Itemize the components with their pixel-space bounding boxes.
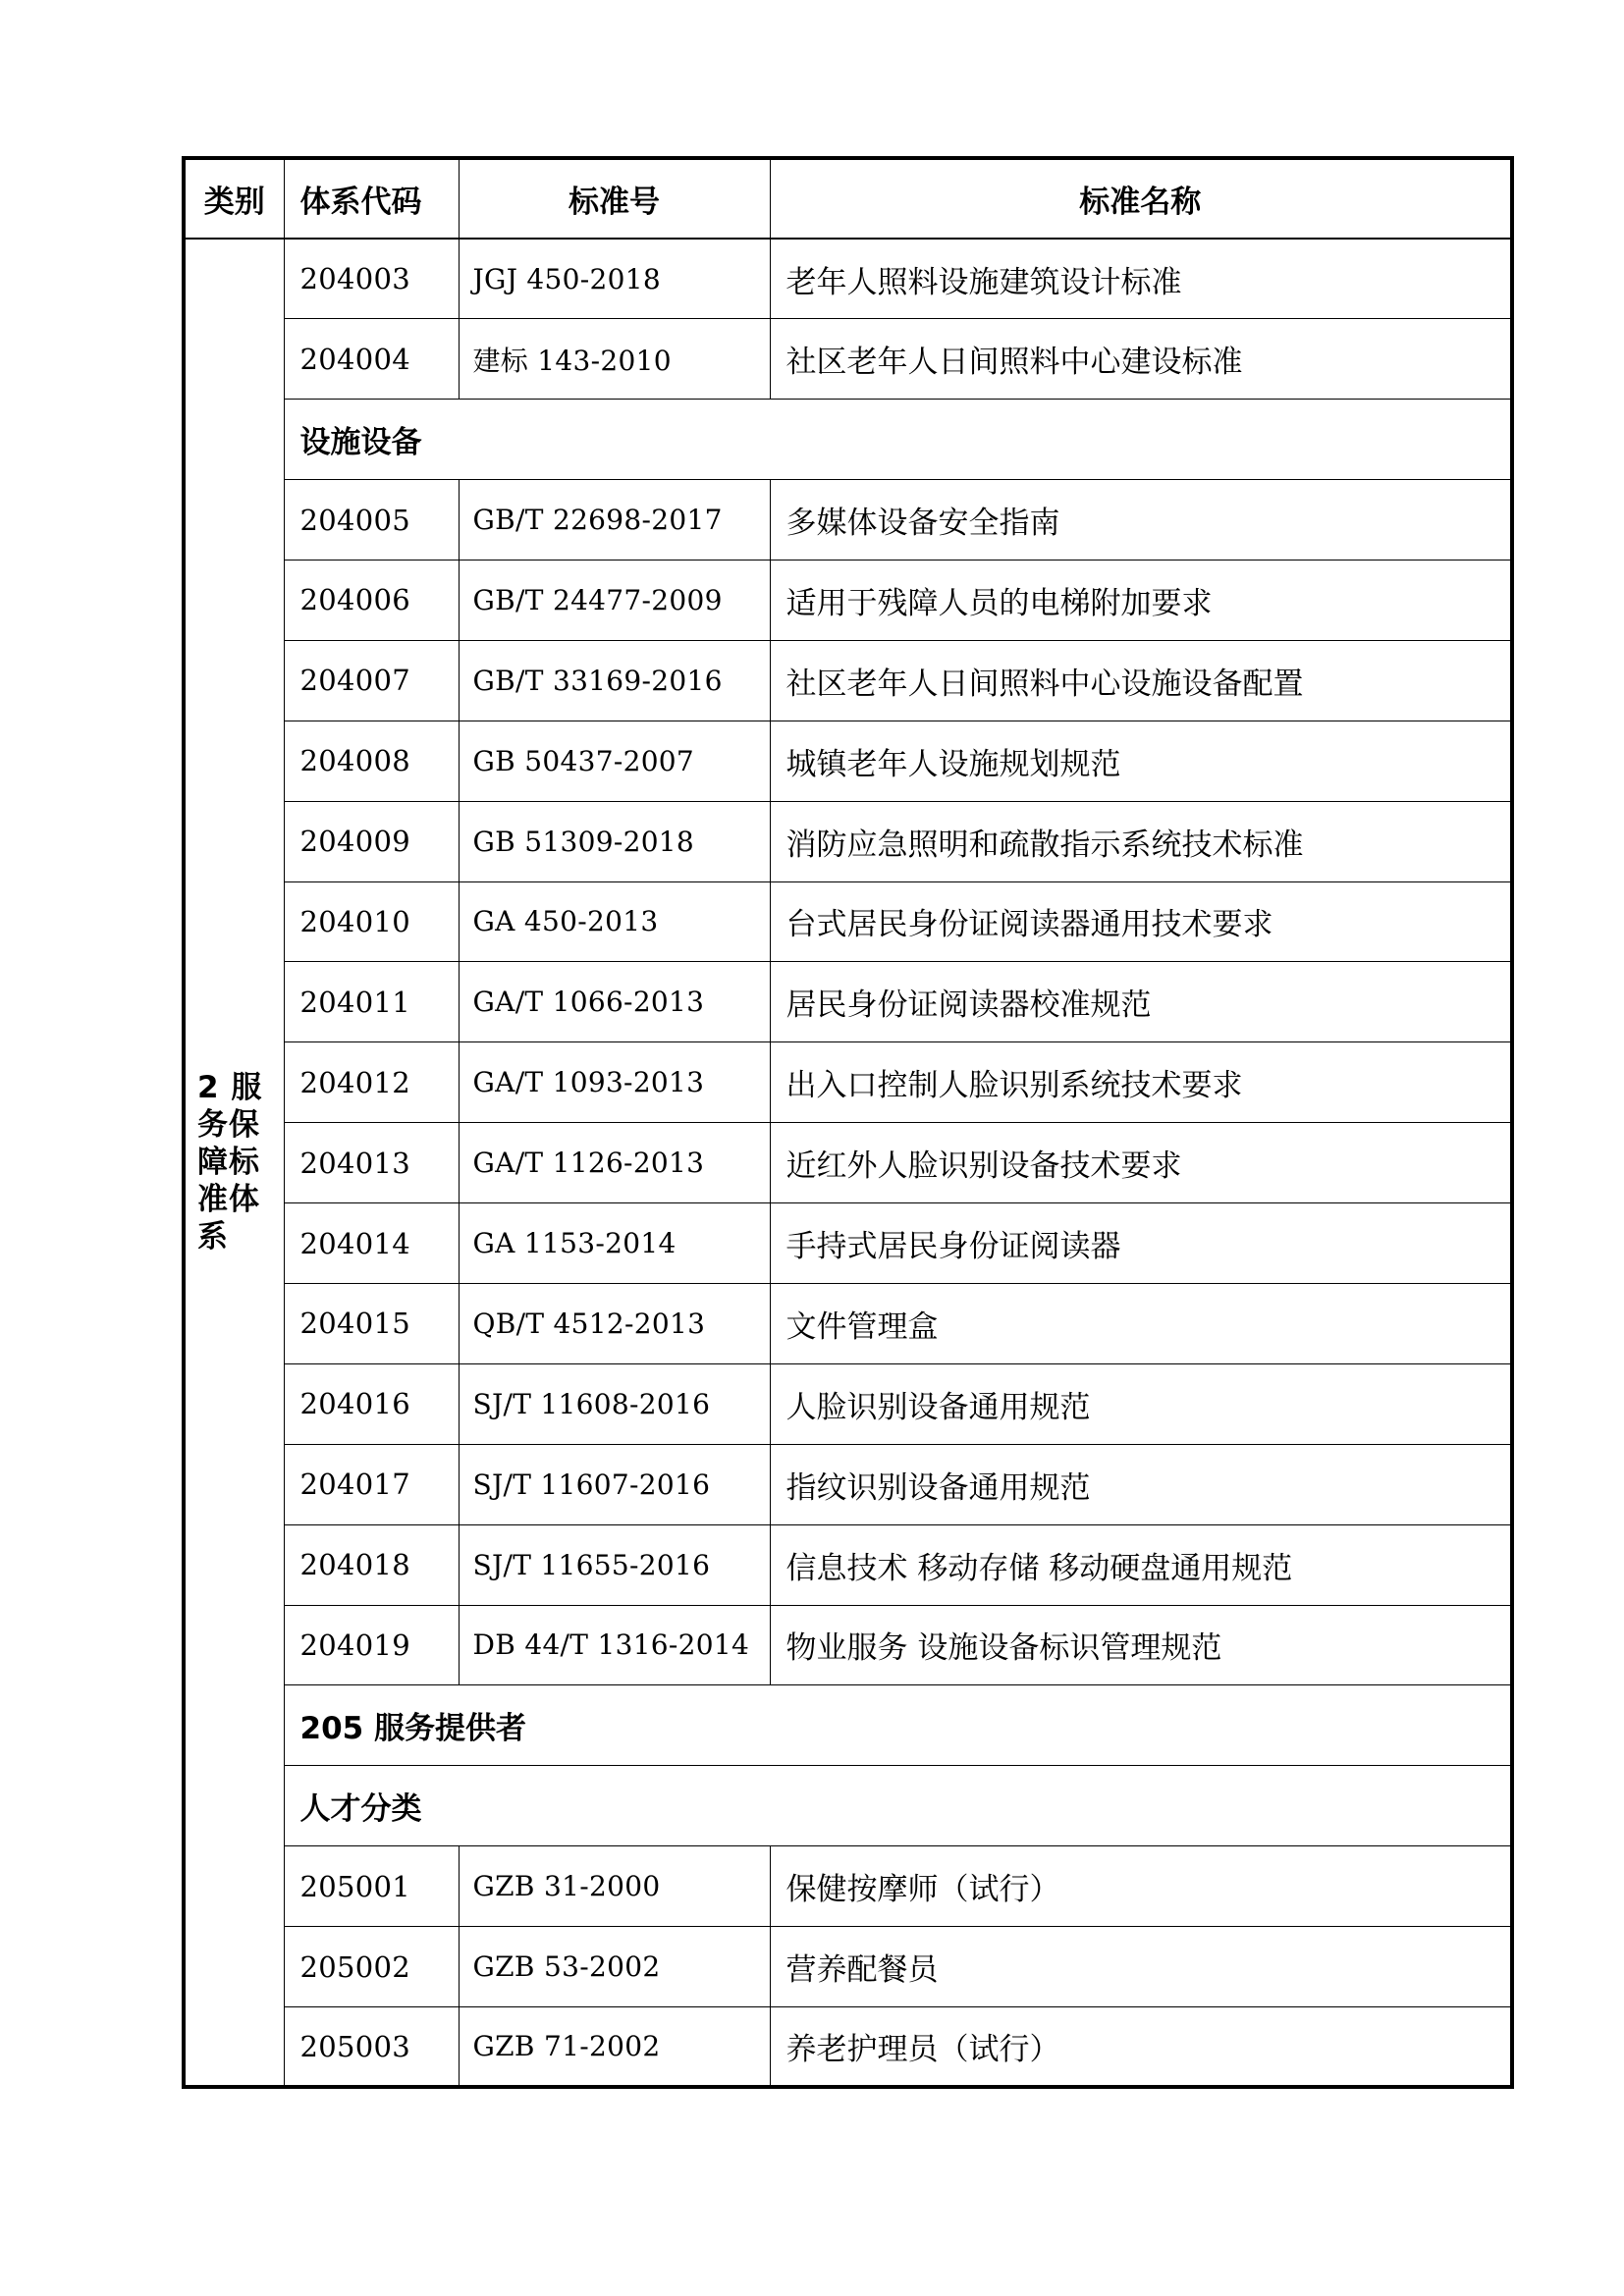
system-code-cell: 204005 <box>284 480 459 561</box>
system-code-cell: 204011 <box>284 962 459 1042</box>
table-row <box>184 640 1512 721</box>
system-code-cell: 204010 <box>284 881 459 962</box>
standard-name-cell: 指纹识别设备通用规范 <box>770 1444 1512 1524</box>
table-row <box>184 1444 1512 1524</box>
standard-no-cell: GB/T 33169-2016 <box>459 640 770 721</box>
standard-name-cell: 台式居民身份证阅读器通用技术要求 <box>770 881 1512 962</box>
table-row <box>184 1363 1512 1444</box>
table-row <box>184 1042 1512 1123</box>
standard-no-cell: QB/T 4512-2013 <box>459 1283 770 1363</box>
standard-no-cell: SJ/T 11655-2016 <box>459 1524 770 1605</box>
section-title: 人才分类 <box>284 1766 1512 1846</box>
standard-no-cell: GA/T 1093-2013 <box>459 1042 770 1123</box>
standard-name-cell: 居民身份证阅读器校准规范 <box>770 962 1512 1042</box>
standard-no-cell: GB/T 24477-2009 <box>459 560 770 640</box>
standard-name-cell: 多媒体设备安全指南 <box>770 480 1512 561</box>
section-row <box>184 1766 1512 1846</box>
standard-no-cell: SJ/T 11608-2016 <box>459 1363 770 1444</box>
table-row <box>184 1123 1512 1203</box>
table-row <box>184 2006 1512 2087</box>
standard-no-cell: DB 44/T 1316-2014 <box>459 1605 770 1685</box>
standard-no-cell: GB/T 22698-2017 <box>459 480 770 561</box>
standard-name-cell: 信息技术 移动存储 移动硬盘通用规范 <box>770 1524 1512 1605</box>
header-standard-no: 标准号 <box>459 158 770 239</box>
table-header-row <box>184 158 1512 239</box>
standard-name-cell: 消防应急照明和疏散指示系统技术标准 <box>770 801 1512 881</box>
standard-no-cell: GB 51309-2018 <box>459 801 770 881</box>
system-code-cell: 204012 <box>284 1042 459 1123</box>
system-code-cell: 204006 <box>284 560 459 640</box>
table-row <box>184 881 1512 962</box>
system-code-cell: 204014 <box>284 1203 459 1284</box>
standard-name-cell: 手持式居民身份证阅读器 <box>770 1203 1512 1284</box>
standard-no-cell: GZB 31-2000 <box>459 1846 770 1927</box>
standard-no-cell: 建标 143-2010 <box>459 319 770 400</box>
standard-name-cell: 城镇老年人设施规划规范 <box>770 721 1512 801</box>
system-code-cell: 204009 <box>284 801 459 881</box>
section-row <box>184 400 1512 480</box>
header-code: 体系代码 <box>284 158 459 239</box>
system-code-cell: 204019 <box>284 1605 459 1685</box>
table-row <box>184 560 1512 640</box>
system-code-cell: 204018 <box>284 1524 459 1605</box>
table-row <box>184 480 1512 561</box>
header-standard-name: 标准名称 <box>770 158 1512 239</box>
standard-name-cell: 老年人照料设施建筑设计标准 <box>770 239 1512 319</box>
table-row <box>184 1846 1512 1927</box>
system-code-cell: 204007 <box>284 640 459 721</box>
system-code-cell: 205003 <box>284 2006 459 2087</box>
table-row <box>184 1927 1512 2007</box>
table-row <box>184 1203 1512 1284</box>
table-row <box>184 239 1512 319</box>
table-body <box>184 239 1512 2087</box>
standard-no-cell: GZB 53-2002 <box>459 1927 770 2007</box>
standard-name-cell: 养老护理员（试行） <box>770 2006 1512 2087</box>
standard-name-cell: 人脸识别设备通用规范 <box>770 1363 1512 1444</box>
header-category: 类别 <box>184 158 284 239</box>
standard-name-cell: 文件管理盒 <box>770 1283 1512 1363</box>
standard-no-cell: GA 450-2013 <box>459 881 770 962</box>
standard-name-cell: 适用于残障人员的电梯附加要求 <box>770 560 1512 640</box>
standard-name-cell: 出入口控制人脸识别系统技术要求 <box>770 1042 1512 1123</box>
category-cell <box>184 239 284 2087</box>
standard-name-cell: 保健按摩师（试行） <box>770 1846 1512 1927</box>
system-code-cell: 204003 <box>284 239 459 319</box>
table-row <box>184 319 1512 400</box>
system-code-cell: 204015 <box>284 1283 459 1363</box>
section-title: 设施设备 <box>284 400 1512 480</box>
standard-no-cell: GA/T 1066-2013 <box>459 962 770 1042</box>
system-code-cell: 204008 <box>284 721 459 801</box>
standard-name-cell: 营养配餐员 <box>770 1927 1512 2007</box>
standard-no-cell: GB 50437-2007 <box>459 721 770 801</box>
table-row <box>184 1524 1512 1605</box>
standard-no-cell: JGJ 450-2018 <box>459 239 770 319</box>
system-code-cell: 204004 <box>284 319 459 400</box>
system-code-cell: 205001 <box>284 1846 459 1927</box>
standard-no-cell: GZB 71-2002 <box>459 2006 770 2087</box>
table-row <box>184 721 1512 801</box>
system-code-cell: 205002 <box>284 1927 459 2007</box>
standard-name-cell: 近红外人脸识别设备技术要求 <box>770 1123 1512 1203</box>
standard-name-cell: 物业服务 设施设备标识管理规范 <box>770 1605 1512 1685</box>
section-title: 205 服务提供者 <box>284 1685 1512 1766</box>
system-code-cell: 204013 <box>284 1123 459 1203</box>
category-label: 2 服务保障标准体系 <box>197 1070 263 1255</box>
system-code-cell: 204016 <box>284 1363 459 1444</box>
table-row <box>184 1283 1512 1363</box>
standard-no-cell: GA 1153-2014 <box>459 1203 770 1284</box>
standard-name-cell: 社区老年人日间照料中心设施设备配置 <box>770 640 1512 721</box>
section-row <box>184 1685 1512 1766</box>
table-row <box>184 962 1512 1042</box>
standards-table <box>182 156 1514 2089</box>
table-row <box>184 1605 1512 1685</box>
standard-no-cell: SJ/T 11607-2016 <box>459 1444 770 1524</box>
standard-no-cell: GA/T 1126-2013 <box>459 1123 770 1203</box>
table-row <box>184 801 1512 881</box>
system-code-cell: 204017 <box>284 1444 459 1524</box>
standard-name-cell: 社区老年人日间照料中心建设标准 <box>770 319 1512 400</box>
